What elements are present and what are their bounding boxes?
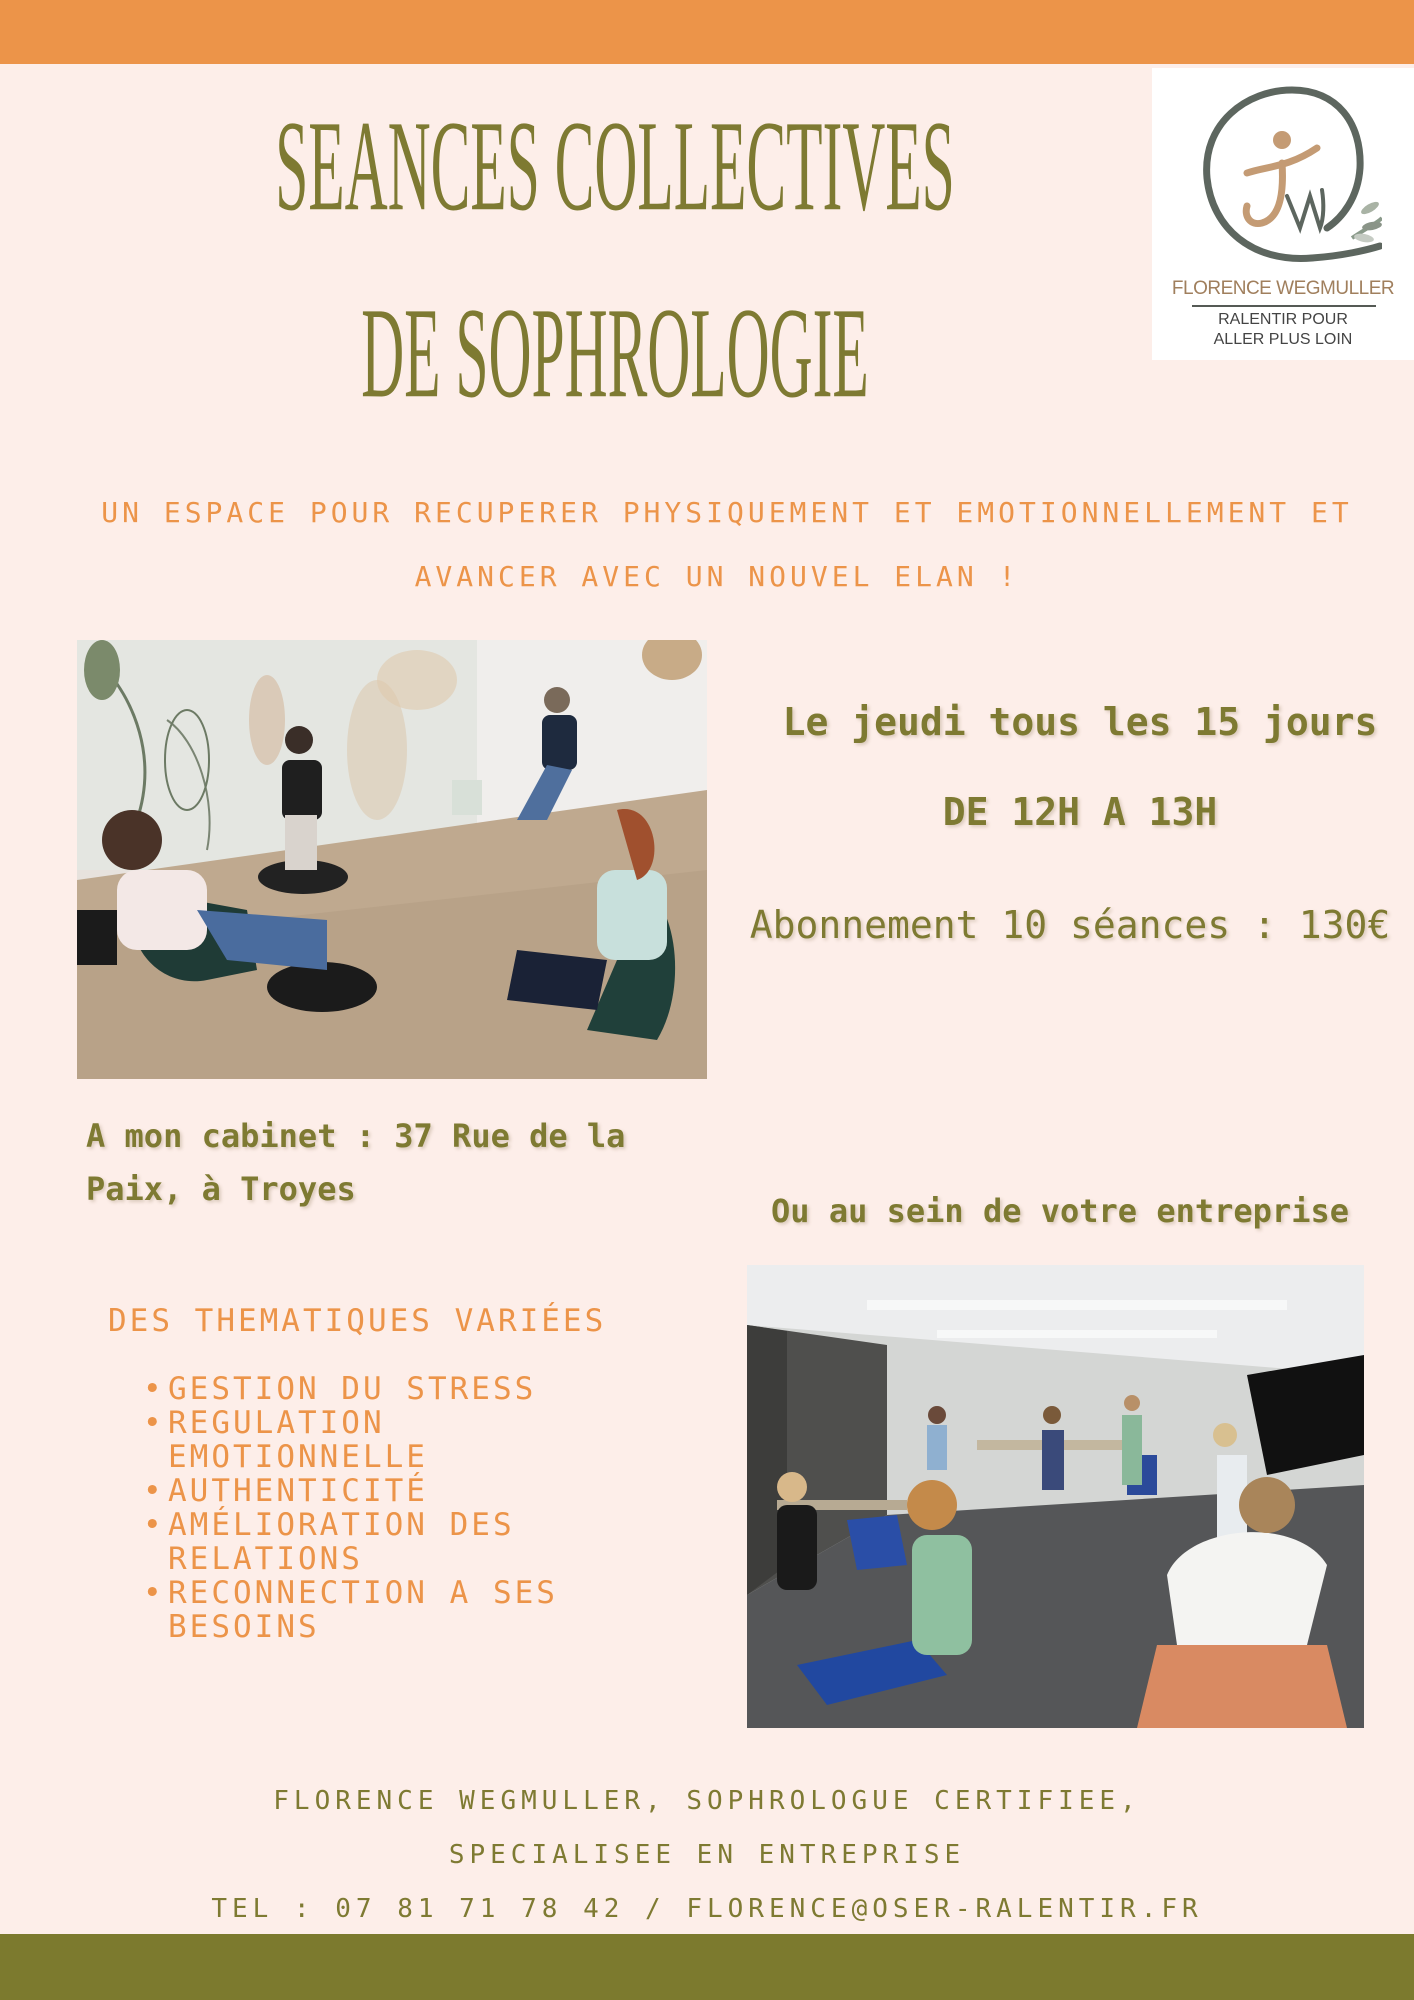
list-item: • AUTHENTICITÉ (143, 1474, 603, 1508)
subtitle-line-2: AVANCER AVEC UN NOUVEL ELAN ! (414, 560, 1020, 593)
logo-divider (1192, 305, 1376, 307)
footer-contact: TEL : 07 81 71 78 42 / FLORENCE@OSER-RALENTIR.FR (211, 1894, 1203, 1924)
logo-mark-icon (1192, 78, 1382, 278)
logo-name: FLORENCE WEGMULLER (1171, 278, 1395, 299)
list-item: • REGULATION EMOTIONNELLE (143, 1406, 603, 1474)
list-item: • GESTION DU STRESS (143, 1372, 603, 1406)
company-option: Ou au sein de votre entreprise (771, 1192, 1349, 1230)
bottom-color-band (0, 1934, 1414, 2000)
logo-tagline-2: ALLER PLUS LOIN (1213, 331, 1353, 348)
footer-name: FLORENCE WEGMULLER, SOPHROLOGUE CERTIFIEE, (273, 1786, 1141, 1816)
photo-cabinet-session (77, 640, 707, 1079)
photo-company-session (747, 1265, 1364, 1728)
page-title-line-2: DE SOPHROLOGIE (361, 280, 869, 425)
schedule-price: Abonnement 10 séances : 130€ (749, 903, 1391, 947)
logo (1152, 68, 1414, 360)
themes-list (143, 1372, 603, 1644)
schedule-hours: DE 12H A 13H (942, 790, 1218, 834)
cabinet-address: A mon cabinet : 37 Rue de la Paix, à Troyes (86, 1117, 626, 1208)
list-item: • AMÉLIORATION DES RELATIONS (143, 1508, 603, 1576)
list-item: • RECONNECTION A SES BESOINS (143, 1576, 603, 1644)
subtitle-line-1: UN ESPACE POUR RECUPERER PHYSIQUEMENT ET EMOTIONNELLEMENT ET (101, 496, 1353, 529)
logo-tagline-1: RALENTIR POUR (1218, 311, 1348, 328)
themes-heading: DES THEMATIQUES VARIÉES (108, 1303, 607, 1339)
top-color-band (0, 0, 1414, 64)
footer-specialty: SPECIALISEE EN ENTREPRISE (448, 1840, 966, 1870)
page-title-line-1: SEANCES COLLECTIVES (275, 93, 955, 238)
schedule-days: Le jeudi tous les 15 jours (782, 700, 1378, 744)
